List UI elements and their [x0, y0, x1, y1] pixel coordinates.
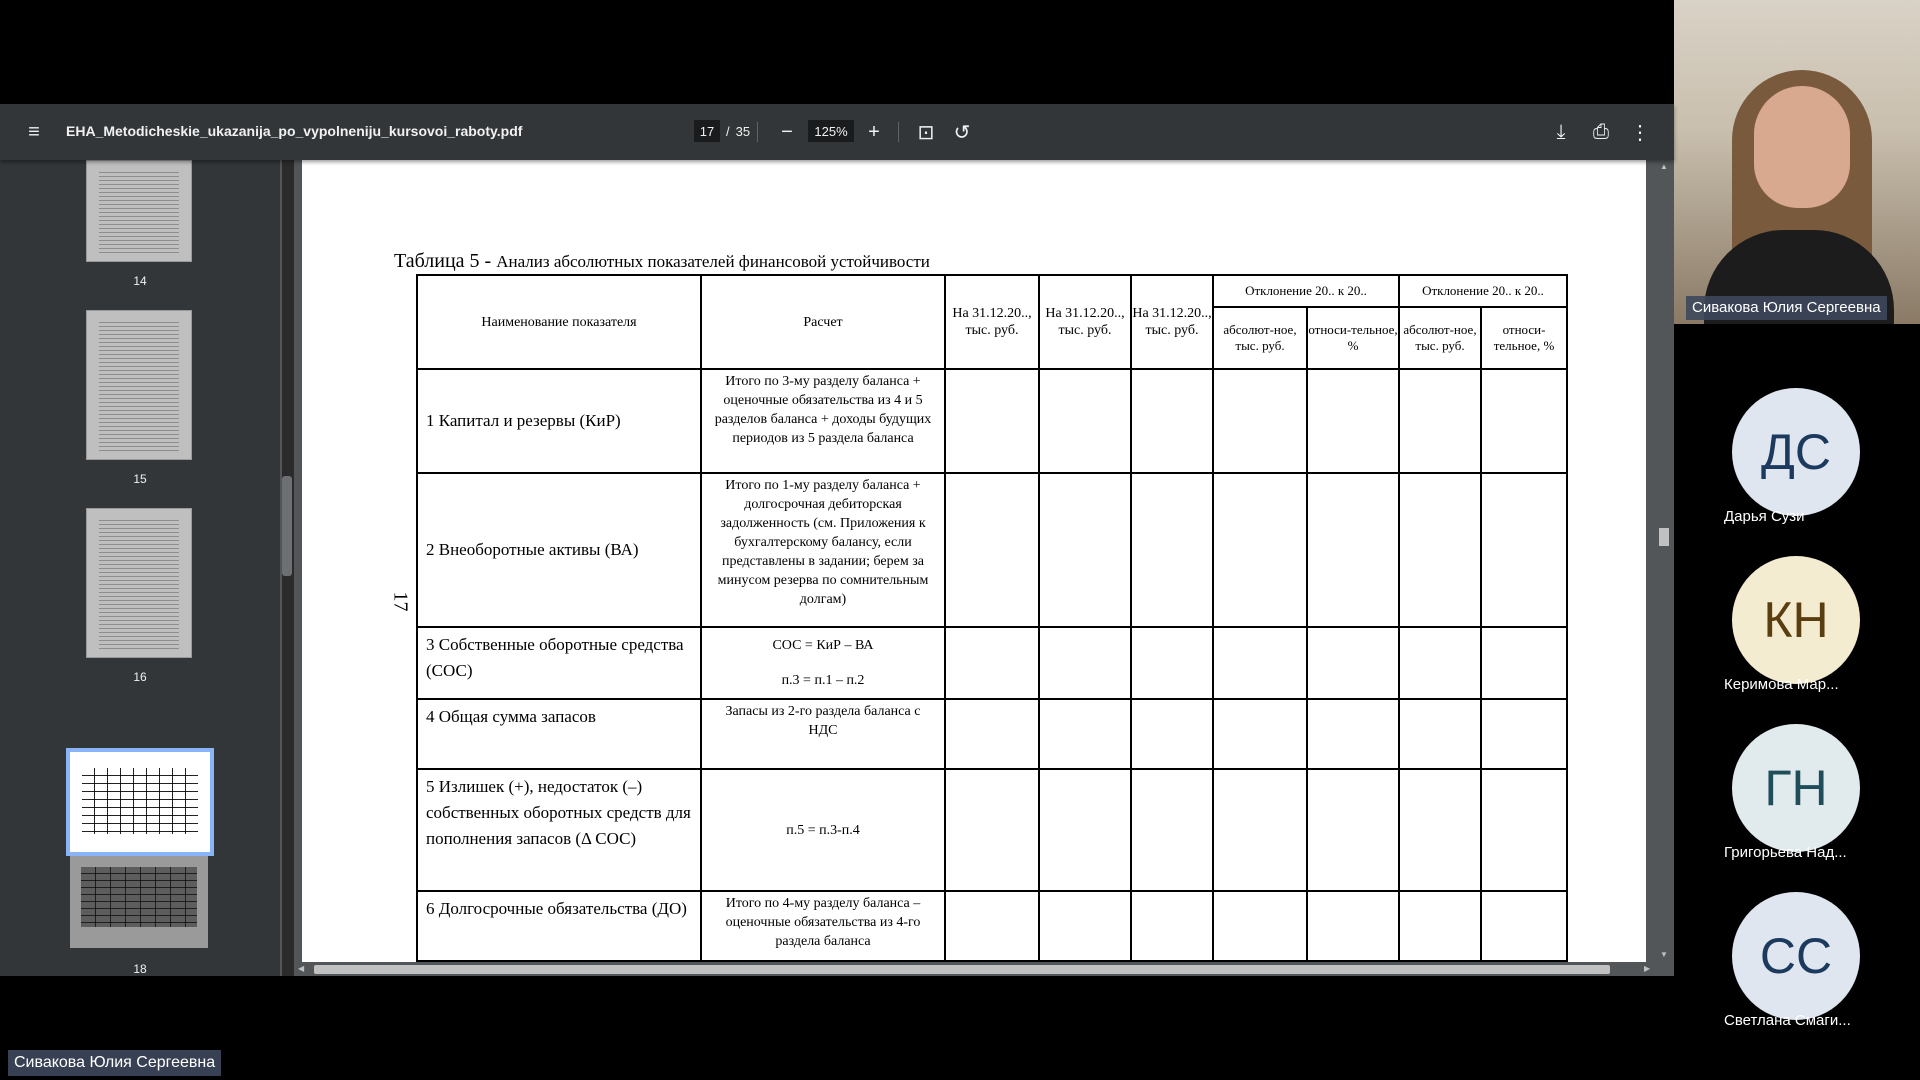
row-calc: Запасы из 2-го раздела баланса с НДС	[701, 699, 945, 769]
horizontal-scroll-thumb[interactable]	[314, 965, 1610, 974]
pdf-toolbar	[0, 104, 1674, 160]
thumbnail-label: 16	[133, 670, 147, 684]
vertical-scroll-thumb[interactable]	[1659, 528, 1669, 546]
participant-name: Светлана Смаги...	[1724, 1012, 1851, 1029]
thumbnail-label: 15	[133, 472, 147, 486]
participant-avatar: ДС	[1732, 388, 1860, 516]
table-row	[417, 473, 1567, 627]
table-row	[417, 369, 1567, 473]
table-row	[417, 627, 1567, 699]
row-calc: Итого по 1-му разделу баланса + долгосрочная дебиторская задолженность (см. Приложения к бухгалтерскому балансу, если представлены в задании; берем за минусом резерва по сомнительным долгам)	[701, 473, 945, 627]
presenter-name-label: Сивакова Юлия Сергеевна	[8, 1050, 221, 1076]
row-calc-formula: п.3 = п.1 – п.2	[781, 673, 865, 688]
participant-name: Керимова Мар...	[1724, 676, 1839, 693]
table-row	[417, 769, 1567, 891]
scroll-down-arrow-icon[interactable]: ▼	[1660, 950, 1668, 959]
row-calc	[701, 627, 945, 699]
speaker-name-label: Сивакова Юлия Сергеевна	[1686, 296, 1887, 320]
page-number: 17	[389, 591, 412, 612]
scroll-left-arrow-icon[interactable]: ◀	[298, 964, 305, 973]
vertical-scrollbar[interactable]	[1656, 160, 1674, 964]
table-subtitle: Анализ абсолютных показателей финансовой устойчивости	[496, 252, 930, 271]
rotate-icon[interactable]: ↺	[953, 121, 971, 144]
participant-tile[interactable]	[1724, 724, 1920, 864]
row-name: 1 Капитал и резервы (КиР)	[417, 369, 701, 473]
thumbnail-page-15[interactable]	[86, 310, 192, 460]
page-separator: /	[726, 123, 730, 139]
total-pages: 35	[735, 123, 751, 139]
toolbar-divider	[898, 122, 899, 142]
header-absolute: абсолют-ное, тыс. руб.	[1213, 307, 1307, 369]
header-date: На 31.12.20.., тыс. руб.	[945, 275, 1039, 369]
participant-tile[interactable]	[1724, 892, 1920, 1032]
scroll-up-arrow-icon[interactable]: ▲	[1660, 162, 1668, 171]
row-name: 6 Долгосрочные обязательства (ДО)	[417, 891, 701, 961]
thumbnail-page-14[interactable]	[86, 160, 192, 262]
thumbnail-label: 18	[133, 962, 147, 976]
participant-avatar: КН	[1732, 556, 1860, 684]
toolbar-divider	[757, 122, 758, 142]
participant-avatar: ГН	[1732, 724, 1860, 852]
document-viewport	[294, 160, 1674, 976]
header-deviation: Отклонение 20.. к 20..	[1213, 275, 1399, 307]
fit-page-icon[interactable]: ⊡	[917, 121, 935, 144]
row-name: 5 Излишек (+), недостаток (–) собственных оборотных средств для пополнения запасов (Δ СОС)	[417, 769, 701, 891]
row-name: 3 Собственные оборотные средства (СОС)	[417, 627, 701, 699]
row-calc: п.5 = п.3-п.4	[701, 769, 945, 891]
page-number-input[interactable]	[694, 120, 720, 142]
speaker-video	[1674, 0, 1920, 324]
pdf-viewer	[0, 104, 1674, 976]
header-calc: Расчет	[701, 275, 945, 369]
table-title	[394, 250, 930, 273]
financial-table	[416, 274, 1568, 962]
thumbnail-label: 14	[133, 274, 147, 288]
zoom-input[interactable]	[808, 120, 854, 142]
header-name: Наименование показателя	[417, 275, 701, 369]
participant-name: Григорьева Над...	[1724, 844, 1847, 861]
header-date: На 31.12.20.., тыс. руб.	[1039, 275, 1131, 369]
thumbnail-page-17-selected[interactable]	[66, 748, 214, 856]
participant-tile[interactable]	[1724, 556, 1920, 696]
header-date: На 31.12.20.., тыс. руб.	[1131, 275, 1213, 369]
row-name: 4 Общая сумма запасов	[417, 699, 701, 769]
scroll-right-arrow-icon[interactable]: ▶	[1644, 964, 1651, 973]
document-title: EHA_Metodicheskie_ukazanija_po_vypolneniju_kursovoi_raboty.pdf	[66, 123, 523, 139]
thumbnail-page-16[interactable]	[86, 508, 192, 658]
participant-avatar: СС	[1732, 892, 1860, 1020]
zoom-in-icon[interactable]: +	[868, 120, 880, 143]
table-row	[417, 891, 1567, 961]
sidebar-scroll-thumb[interactable]	[282, 476, 292, 576]
page-selector	[694, 120, 750, 142]
table-row	[417, 699, 1567, 769]
zoom-out-icon[interactable]: −	[781, 120, 793, 143]
print-icon[interactable]: ⎙	[1593, 120, 1609, 143]
row-name: 2 Внеоборотные активы (ВА)	[417, 473, 701, 627]
download-icon[interactable]: ⤓	[1556, 120, 1566, 143]
menu-icon[interactable]: ≡	[28, 120, 40, 143]
pdf-page	[302, 160, 1646, 964]
header-relative: относи-тельное, %	[1307, 307, 1399, 369]
participant-name: Дарья Сузи	[1724, 508, 1805, 525]
row-calc-formula: СОС = КиР – ВА	[772, 638, 874, 653]
header-relative: относи-тельное, %	[1481, 307, 1567, 369]
more-options-icon[interactable]: ⋮	[1630, 121, 1650, 144]
participant-tile[interactable]	[1724, 388, 1920, 528]
speaker-face	[1754, 86, 1850, 208]
row-calc: Итого по 4-му разделу баланса – оценочные обязательства из 4-го раздела баланса	[701, 891, 945, 961]
table-title-label: Таблица 5 -	[394, 250, 492, 272]
row-calc: Итого по 3-му разделу баланса + оценочные обязательства из 4 и 5 разделов баланса + доходы будущих периодов из 5 раздела баланса	[701, 369, 945, 473]
thumbnail-page-18[interactable]	[70, 850, 208, 948]
header-absolute: абсолют-ное, тыс. руб.	[1399, 307, 1481, 369]
header-deviation: Отклонение 20.. к 20..	[1399, 275, 1567, 307]
